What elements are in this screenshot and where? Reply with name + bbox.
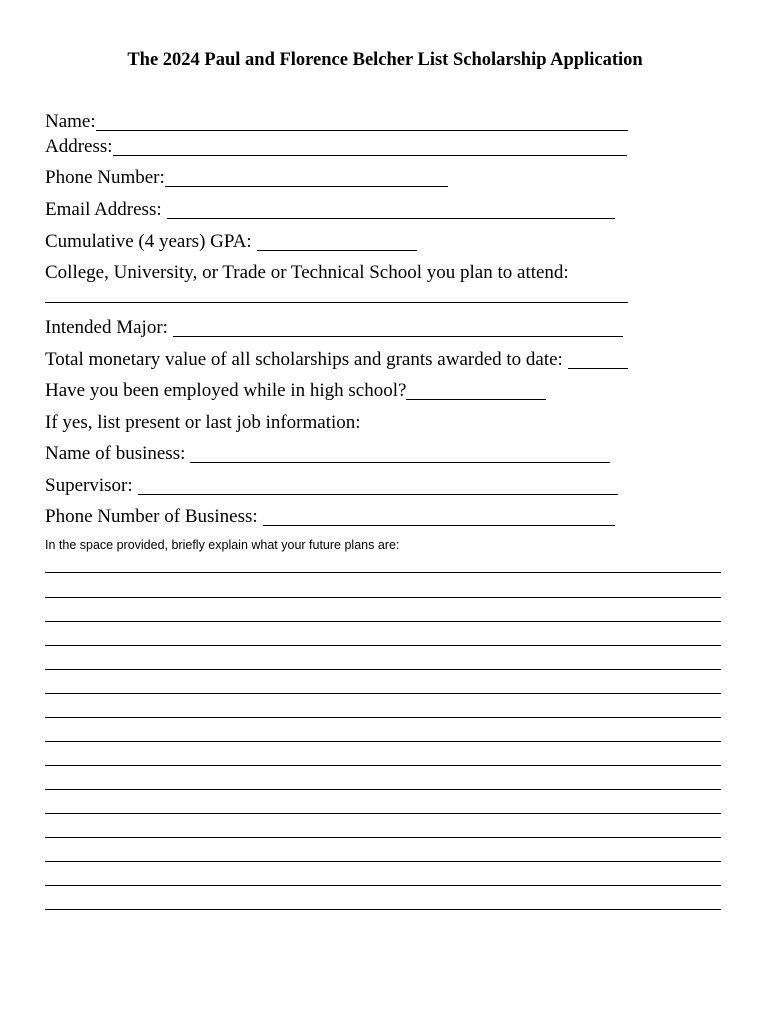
- business-name-label: Name of business:: [45, 443, 186, 464]
- future-plans-line[interactable]: [45, 813, 721, 814]
- name-label: Name:: [45, 111, 96, 132]
- scholarships-total-input-line[interactable]: [568, 350, 628, 369]
- employed-label: Have you been employed while in high school?: [45, 380, 407, 401]
- job-info-prompt: [45, 411, 361, 435]
- job-info-prompt-label: If yes, list present or last job information:: [45, 412, 361, 433]
- future-plans-line[interactable]: [45, 645, 721, 646]
- future-plans-line[interactable]: [45, 621, 721, 622]
- address-label: Address:: [45, 136, 113, 157]
- scholarships-total-field: [45, 348, 628, 372]
- name-input-line[interactable]: [96, 112, 628, 131]
- email-address-field: [45, 198, 615, 222]
- supervisor-field: [45, 474, 618, 498]
- address-field: [45, 135, 627, 159]
- phone-number-input-line[interactable]: [165, 168, 448, 187]
- intended-major-label: Intended Major:: [45, 317, 168, 338]
- intended-major-input-line[interactable]: [173, 318, 623, 337]
- future-plans-line[interactable]: [45, 693, 721, 694]
- address-input-line[interactable]: [113, 137, 627, 156]
- future-plans-line[interactable]: [45, 789, 721, 790]
- gpa-label: Cumulative (4 years) GPA:: [45, 231, 252, 252]
- business-phone-input-line[interactable]: [263, 507, 615, 526]
- school-field: [45, 261, 569, 285]
- page-title: The 2024 Paul and Florence Belcher List Scholarship Application: [127, 50, 643, 70]
- future-plans-line[interactable]: [45, 837, 721, 838]
- future-plans-line[interactable]: [45, 572, 721, 573]
- school-input-line[interactable]: [45, 302, 628, 303]
- name-field: [45, 110, 628, 134]
- business-name-input-line[interactable]: [190, 444, 610, 463]
- future-plans-line[interactable]: [45, 717, 721, 718]
- phone-number-label: Phone Number:: [45, 167, 165, 188]
- employed-field: [45, 379, 546, 403]
- business-phone-field: [45, 505, 615, 529]
- future-plans-line[interactable]: [45, 885, 721, 886]
- school-label: College, University, or Trade or Technical School you plan to attend:: [45, 262, 569, 283]
- supervisor-label: Supervisor:: [45, 475, 133, 496]
- phone-number-field: [45, 166, 448, 190]
- future-plans-line[interactable]: [45, 597, 721, 598]
- gpa-input-line[interactable]: [257, 232, 417, 251]
- email-address-input-line[interactable]: [167, 200, 615, 219]
- future-plans-prompt: In the space provided, briefly explain what your future plans are:: [45, 538, 400, 552]
- future-plans-line[interactable]: [45, 909, 721, 910]
- business-name-field: [45, 442, 610, 466]
- future-plans-line[interactable]: [45, 669, 721, 670]
- future-plans-line[interactable]: [45, 861, 721, 862]
- scholarships-total-label: Total monetary value of all scholarships and grants awarded to date:: [45, 349, 563, 370]
- employed-input-line[interactable]: [406, 381, 546, 400]
- future-plans-line[interactable]: [45, 741, 721, 742]
- future-plans-line[interactable]: [45, 765, 721, 766]
- intended-major-field: [45, 316, 623, 340]
- email-address-label: Email Address:: [45, 199, 162, 220]
- supervisor-input-line[interactable]: [138, 476, 618, 495]
- business-phone-label: Phone Number of Business:: [45, 506, 258, 527]
- gpa-field: [45, 230, 417, 254]
